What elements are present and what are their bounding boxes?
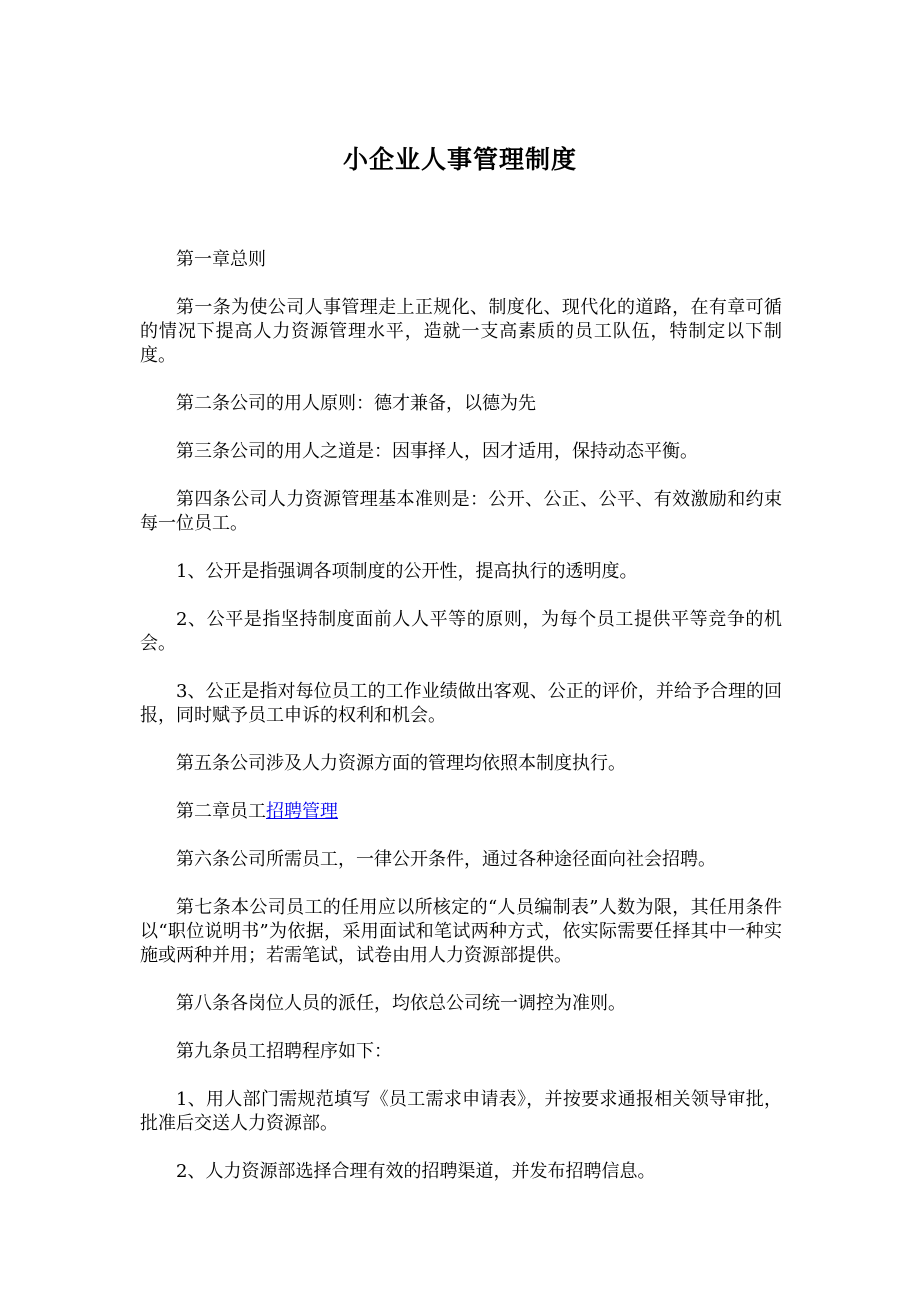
article-4-item-1: 1、公开是指强调各项制度的公开性，提高执行的透明度。	[176, 561, 638, 582]
article-1: 第一条为使公司人事管理走上正规化、制度化、现代化的道路，在有章可循的情况下提高人力资源管理水平，造就一支高素质的员工队伍，特制定以下制度。	[140, 297, 782, 366]
article-8: 第八条各岗位人员的派任，均依总公司统一调控为准则。	[176, 993, 626, 1014]
document-body	[140, 248, 782, 1208]
recruitment-management-link[interactable]: 招聘管理	[266, 801, 338, 822]
chapter-heading-1: 第一章总则	[176, 249, 266, 270]
article-4-item-3: 3、公正是指对每位员工的工作业绩做出客观、公正的评价，并给予合理的回报，同时赋予员工申诉的权利和机会。	[140, 681, 782, 726]
article-4: 第四条公司人力资源管理基本准则是：公开、公正、公平、有效激励和约束每一位员工。	[140, 489, 782, 534]
article-3: 第三条公司的用人之道是：因事择人，因才适用，保持动态平衡。	[176, 441, 698, 462]
article-7: 第七条本公司员工的任用应以所核定的“人员编制表”人数为限，其任用条件以“职位说明书”为依据，采用面试和笔试两种方式，依实际需要任择其中一种实施或两种并用；若需笔试，试卷由用人力资源部提供。	[140, 897, 782, 966]
article-6: 第六条公司所需员工，一律公开条件，通过各种途径面向社会招聘。	[176, 849, 716, 870]
chapter-heading-2	[140, 800, 782, 824]
article-9-item-2: 2、人力资源部选择合理有效的招聘渠道，并发布招聘信息。	[176, 1161, 656, 1182]
article-5: 第五条公司涉及人力资源方面的管理均依照本制度执行。	[176, 753, 626, 774]
document-title: 小企业人事管理制度	[342, 145, 577, 174]
article-2: 第二条公司的用人原则：德才兼备，以德为先	[176, 393, 536, 414]
article-4-item-2: 2、公平是指坚持制度面前人人平等的原则，为每个员工提供平等竞争的机会。	[140, 609, 782, 654]
chapter-heading-2-prefix: 第二章员工	[176, 801, 266, 822]
article-9: 第九条员工招聘程序如下：	[176, 1041, 392, 1062]
article-9-item-1: 1、用人部门需规范填写《员工需求申请表》，并按要求通报相关领导审批，批准后交送人力资源部。	[140, 1089, 782, 1134]
